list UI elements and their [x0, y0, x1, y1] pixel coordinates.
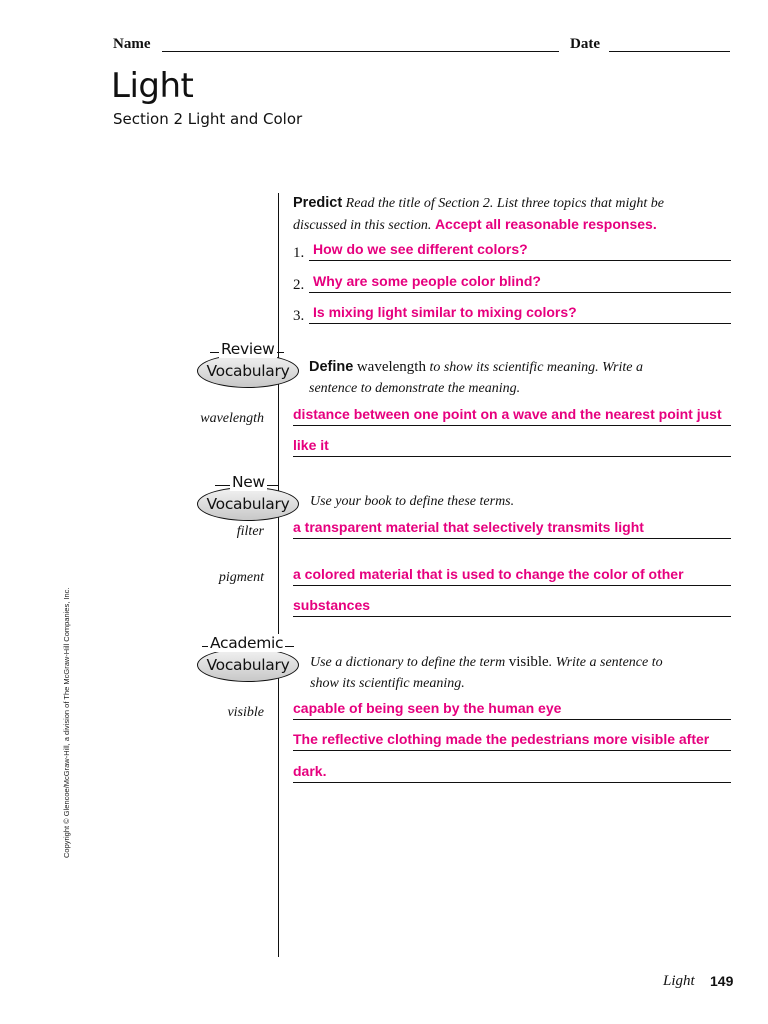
- page-number: 149: [710, 973, 734, 989]
- date-field[interactable]: [609, 51, 730, 52]
- filter-answer[interactable]: a transparent material that selectively transmits light: [293, 519, 644, 535]
- predict-answer-2[interactable]: Why are some people color blind?: [313, 273, 541, 289]
- name-field[interactable]: [162, 51, 559, 52]
- define-label: Define: [309, 359, 354, 375]
- term-filter: filter: [236, 524, 264, 539]
- predict-answer-3[interactable]: Is mixing light similar to mixing colors?: [313, 304, 577, 320]
- predict-note: Accept all reasonable responses.: [434, 216, 657, 232]
- academic-text-line2: show its scientific meaning.: [310, 676, 465, 691]
- predict-line-3: [309, 323, 731, 324]
- wavelength-answer-line1[interactable]: distance between one point on a wave and the nearest point just: [293, 406, 722, 422]
- review-text-line1: to show its scientific meaning. Write a: [429, 360, 643, 375]
- predict-answer-1[interactable]: How do we see different colors?: [313, 241, 528, 257]
- pigment-line-2: [293, 616, 731, 617]
- predict-label: Predict: [293, 195, 343, 211]
- pigment-answer-line2[interactable]: substances: [293, 597, 371, 613]
- define-word: wavelength: [356, 359, 426, 375]
- new-vocabulary-badge: [197, 487, 299, 521]
- predict-number-3: 3.: [293, 308, 305, 324]
- wavelength-answer-line2[interactable]: like it: [293, 437, 329, 453]
- visible-answer-line2[interactable]: The reflective clothing made the pedestrians more visible after: [293, 731, 710, 747]
- predict-text-line1: Read the title of Section 2. List three topics that might be: [345, 196, 664, 211]
- filter-line: [293, 538, 731, 539]
- new-badge-main: Vocabulary: [206, 495, 290, 513]
- pigment-answer-line1[interactable]: a colored material that is used to change the color of other: [293, 566, 684, 582]
- new-vocab-instruction: Use your book to define these terms.: [310, 494, 515, 509]
- visible-line-1: [293, 719, 731, 720]
- academic-badge-main: Vocabulary: [206, 656, 290, 674]
- visible-answer-line1[interactable]: capable of being seen by the human eye: [293, 700, 562, 716]
- date-label: Date: [570, 36, 600, 52]
- visible-line-2: [293, 750, 731, 751]
- review-text-line2: sentence to demonstrate the meaning.: [309, 381, 521, 396]
- predict-text-line2: discussed in this section.: [293, 218, 432, 233]
- copyright-notice: Copyright © Glencoe/McGraw-Hill, a division of The McGraw-Hill Companies, Inc.: [62, 587, 71, 858]
- academic-vocabulary-badge: [197, 648, 299, 682]
- predict-number-2: 2.: [293, 277, 305, 293]
- academic-text-b: . Write a sentence to: [548, 655, 663, 670]
- predict-instruction: [293, 193, 733, 236]
- academic-word: visible: [508, 654, 549, 670]
- term-pigment: pigment: [218, 570, 264, 585]
- academic-instruction: [310, 652, 730, 694]
- name-label: Name: [113, 36, 151, 52]
- academic-text-a: Use a dictionary to define the term: [310, 655, 506, 670]
- predict-line-2: [309, 292, 731, 293]
- predict-line-1: [309, 260, 731, 261]
- page-title: Light: [111, 66, 194, 106]
- footer-chapter: Light: [663, 973, 695, 989]
- predict-number-1: 1.: [293, 245, 305, 261]
- review-vocabulary-badge: [197, 354, 299, 388]
- visible-line-3: [293, 782, 731, 783]
- section-subtitle: Section 2 Light and Color: [113, 110, 303, 128]
- new-badge-top: New: [232, 473, 265, 491]
- term-visible: visible: [227, 705, 264, 720]
- academic-badge-top: Academic: [210, 634, 284, 652]
- review-badge-main: Vocabulary: [206, 362, 290, 380]
- review-instruction: [309, 357, 729, 399]
- wavelength-line-1: [293, 425, 731, 426]
- wavelength-line-2: [293, 456, 731, 457]
- margin-divider: [278, 193, 279, 957]
- review-badge-top: Review: [221, 340, 275, 358]
- pigment-line-1: [293, 585, 731, 586]
- term-wavelength: wavelength: [200, 411, 264, 426]
- visible-answer-line3[interactable]: dark.: [293, 763, 327, 779]
